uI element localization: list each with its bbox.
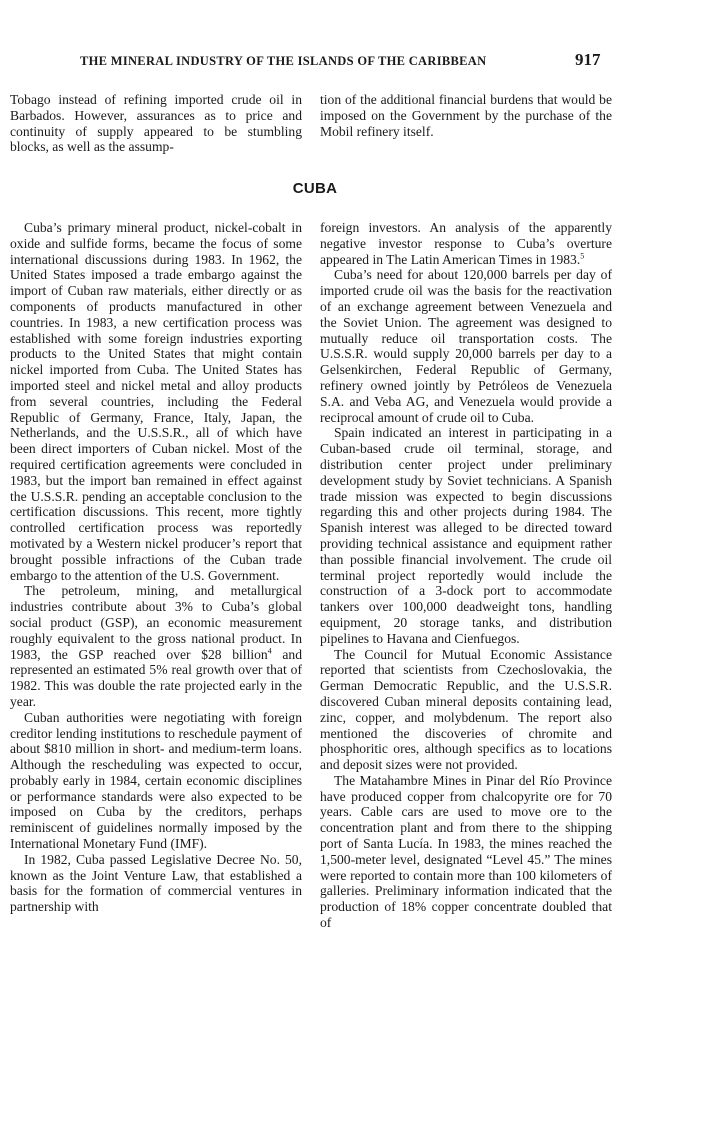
paragraph: tion of the additional financial burdens that would be imposed on the Government by the purchase of the Mobil refinery itself. [320,92,612,139]
paragraph: The Council for Mutual Economic Assistance reported that scientists from Czechoslovakia, the German Democratic Republic, and the U.S.S.R. discovered Cuban mineral deposits containing lead, zinc, copper, and molybdenum. The report also mentioned the discoveries of chromite and phosphoritic ores, although specifics as to locations and deposit sizes were not provided. [320,646,612,773]
page-number: 917 [575,50,601,69]
footnote-marker: 5 [580,251,585,261]
footnote-marker: 4 [267,645,272,655]
paragraph: Cuban authorities were negotiating with foreign creditor lending institutions to reschedule payment of about $810 million in short- and medium-term loans. Although the rescheduling was expected to occur, probably early in 1984, certain economic disciplines or performance standards were also expected to be imposed on Cuba by the creditors, perhaps reminiscent of guidelines normally imposed by the International Monetary Fund (IMF). [10,709,302,852]
paragraph: Cuba’s need for about 120,000 barrels per day of imported crude oil was the basis for the reactivation of an exchange agreement between Venezuela and the Soviet Union. The agreement was designed to mutually reduce oil transportation costs. The U.S.S.R. would supply 20,000 barrels per day to a Gelsenkirchen, Federal Republic of Germany, refinery owned jointly by Petróleos de Venezuela S.A. and Veba AG, and Venezuela would provide a reciprocal amount of crude oil to Cuba. [320,267,612,425]
paragraph: Spain indicated an interest in participating in a Cuban-based crude oil terminal, storage, and distribution center project under preliminary development study by Soviet technicians. A Spanish trade mission was expected to begin discussions regarding this and other projects during 1984. The Spanish interest was alleged to be directed toward providing technical assistance and equipment rather than possible financial involvement. The crude oil terminal project reportedly would include the construction of a 3-dock port to accommodate tankers over 100,000 deadweight tons, handling equipment, 20 storage tanks, and distribution pipelines to Havana and Cienfuegos. [320,425,612,646]
cuba-left-column [10,220,302,915]
paragraph [10,583,302,709]
paragraph [320,220,612,267]
paragraph-text: and represented an estimated 5% real growth over that of 1982. This was double the rate projected early in the year. [10,646,302,709]
running-title: THE MINERAL INDUSTRY OF THE ISLANDS OF THE CARIBBEAN [80,54,487,68]
preceding-section-left-column [10,92,302,155]
paragraph: In 1982, Cuba passed Legislative Decree No. 50, known as the Joint Venture Law, that established a basis for the formation of commercial ventures in partnership with [10,851,302,915]
paragraph: Cuba’s primary mineral product, nickel-cobalt in oxide and sulfide forms, became the focus of some international discussions during 1983. In 1962, the United States imposed a trade embargo against the import of Cuban raw materials, either directly or as components of products manufactured in other countries. In 1983, a new certification process was established with some foreign industries exporting products to the United States that might contain nickel imported from Cuba. The United States has imported steel and nickel metal and alloy products from several countries, including the Federal Republic of Germany, France, Italy, Japan, the Netherlands, and the U.S.S.R., all of which have been direct importers of Cuban nickel. Most of the required certification agreements were concluded in 1983, but the import ban remained in effect against the U.S.S.R. pending an acceptable conclusion to the certification discussions. This recent, more tightly controlled certification process was reportedly motivated by a Western nickel producer’s report that brought possible infractions of the Cuban trade embargo to the attention of the U.S. Government. [10,220,302,583]
paragraph-text: foreign investors. An analysis of the apparently negative investor response to Cuba’s overture appeared in The Latin American Times in 1983. [320,220,612,267]
section-title: CUBA [292,180,338,197]
paragraph-text: The petroleum, mining, and metallurgical industries contribute about 3% to Cuba’s global social product (GSP), an economic measurement roughly equivalent to the gross national product. In 1983, the GSP reached over $28 billion [10,583,302,662]
paragraph: Tobago instead of refining imported crude oil in Barbados. However, assurances as to price and continuity of supply appeared to be stumbling blocks, as well as the assump- [10,92,302,155]
page-header [0,50,712,72]
preceding-section-right-column [320,92,612,139]
cuba-right-column [320,220,612,931]
paragraph: The Matahambre Mines in Pinar del Río Province have produced copper from chalcopyrite ore for 70 years. Cable cars are used to move ore to the concentration plant and from there to the shipping port of Santa Lucía. In 1983, the mines reached the 1,500-meter level, designated “Level 45.” The mines were reported to contain more than 100 kilometers of galleries. Preliminary information indicated that the production of 18% copper concentrate doubled that of [320,772,612,931]
